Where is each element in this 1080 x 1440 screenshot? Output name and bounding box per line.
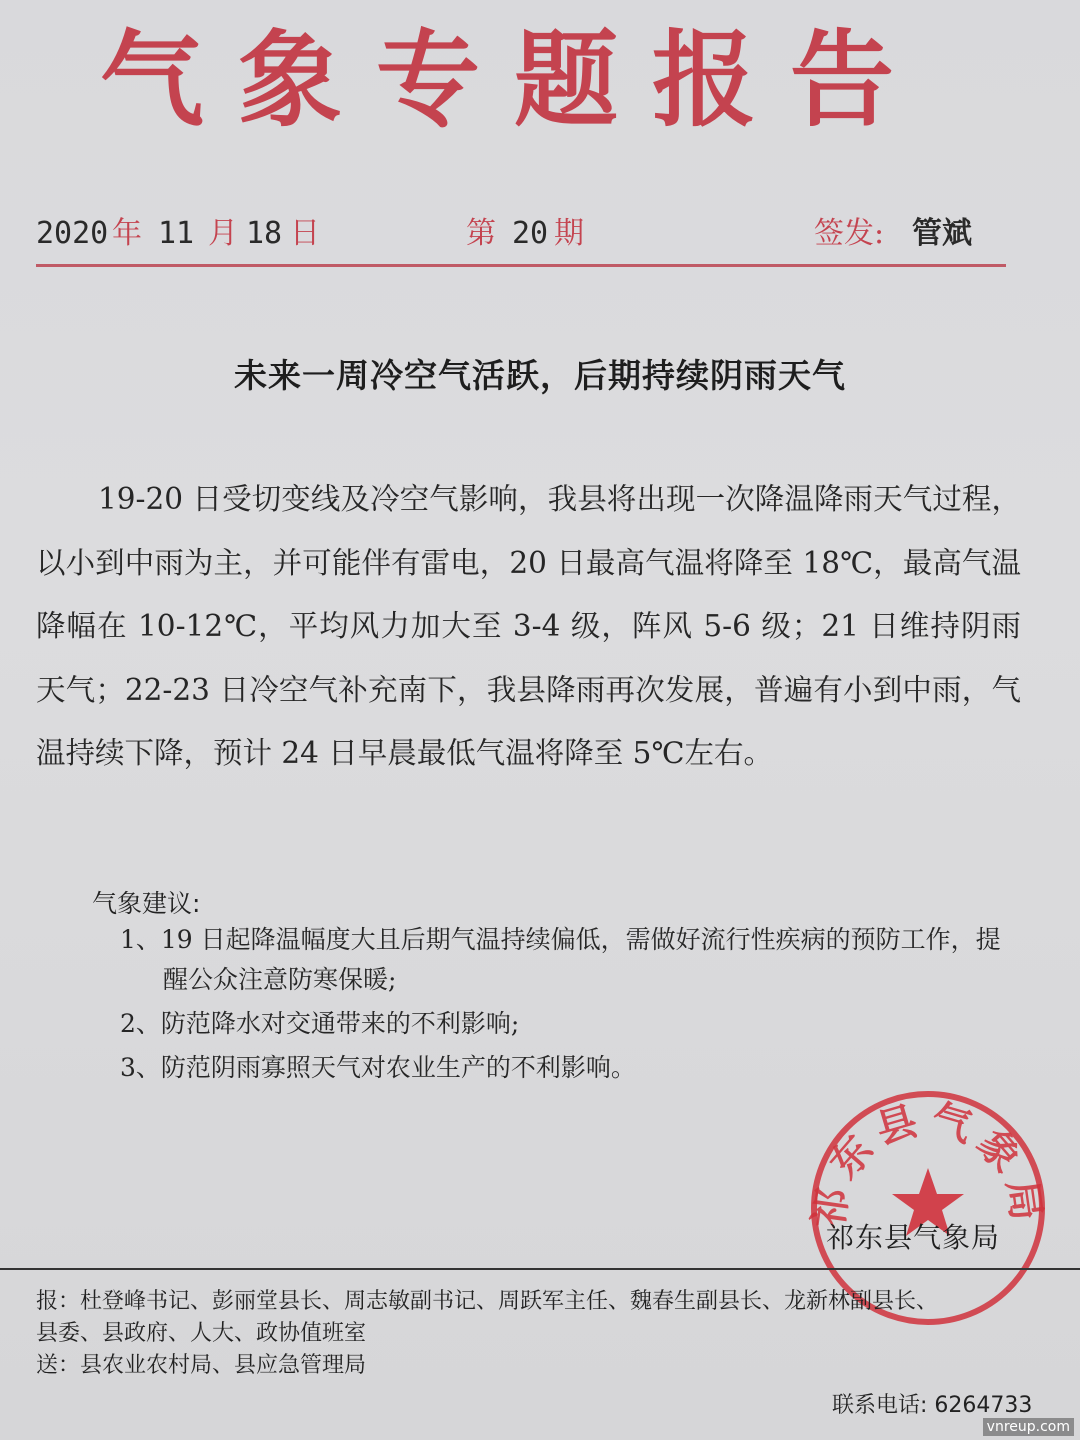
advice-item: 1、19 日起降温幅度大且后期气温持续偏低，需做好流行性疾病的预防工作，提醒公众注意防寒保暖; bbox=[120, 925, 1001, 994]
issue-line bbox=[36, 210, 1006, 260]
issue-day-unit: 日 bbox=[290, 216, 320, 251]
masthead-title: 气象专题报告 bbox=[100, 19, 929, 141]
report-to-line-2: 县委、县政府、人大、政协值班室 bbox=[36, 1321, 367, 1346]
advice-list bbox=[120, 920, 1025, 1092]
issue-day: 18 bbox=[246, 216, 283, 251]
contact-number: 6264733 bbox=[934, 1393, 1033, 1418]
issue-month: 11 bbox=[158, 216, 195, 251]
issue-number: 20 bbox=[512, 216, 549, 251]
seal-text: 祁东县气象局 bbox=[806, 1095, 1050, 1232]
advice-heading: 气象建议: bbox=[92, 889, 201, 918]
issue-suffix: 期 bbox=[554, 216, 584, 251]
signing-organization: 祁东县气象局 bbox=[826, 1221, 1001, 1254]
advice-item: 2、防范降水对交通带来的不利影响; bbox=[120, 1009, 520, 1038]
report-to-line-1: 报：杜登峰书记、彭丽堂县长、周志敏副书记、周跃军主任、魏春生副县长、龙新林副县长、 bbox=[36, 1289, 939, 1314]
signer-name: 管斌 bbox=[912, 216, 972, 251]
site-watermark: vnreup.com bbox=[983, 1418, 1074, 1436]
issue-year: 2020 bbox=[36, 216, 109, 251]
footer-divider bbox=[0, 1268, 1080, 1270]
issue-prefix: 第 bbox=[466, 216, 496, 251]
issue-year-unit: 年 bbox=[112, 216, 142, 251]
advice-item: 3、防范阴雨寡照天气对农业生产的不利影响。 bbox=[120, 1053, 636, 1082]
report-title: 未来一周冷空气活跃，后期持续阴雨天气 bbox=[234, 356, 846, 395]
contact-label: 联系电话: bbox=[832, 1393, 928, 1418]
distribution-block bbox=[36, 1286, 1036, 1382]
report-body: 19-20 日受切变线及冷空气影响，我县将出现一次降温降雨天气过程，以小到中雨为主，并可能伴有雷电，20 日最高气温将降至 18℃，最高气温降幅在 10-12℃，平均风力加大至 3-4 级，阵风 5-6 级；21 日维持阴雨天气；22-23 日冷空气补充南下，我县降雨再次发展，普遍有小到中雨，气温持续下降，预计 24 日早晨最低气温将降至 5℃左右。 bbox=[36, 482, 1021, 770]
header-divider bbox=[36, 264, 1006, 267]
issue-month-unit: 月 bbox=[208, 216, 238, 251]
send-to-line: 送：县农业农村局、县应急管理局 bbox=[36, 1353, 367, 1378]
contact-phone bbox=[832, 1388, 1032, 1419]
signer-label: 签发: bbox=[814, 216, 885, 251]
